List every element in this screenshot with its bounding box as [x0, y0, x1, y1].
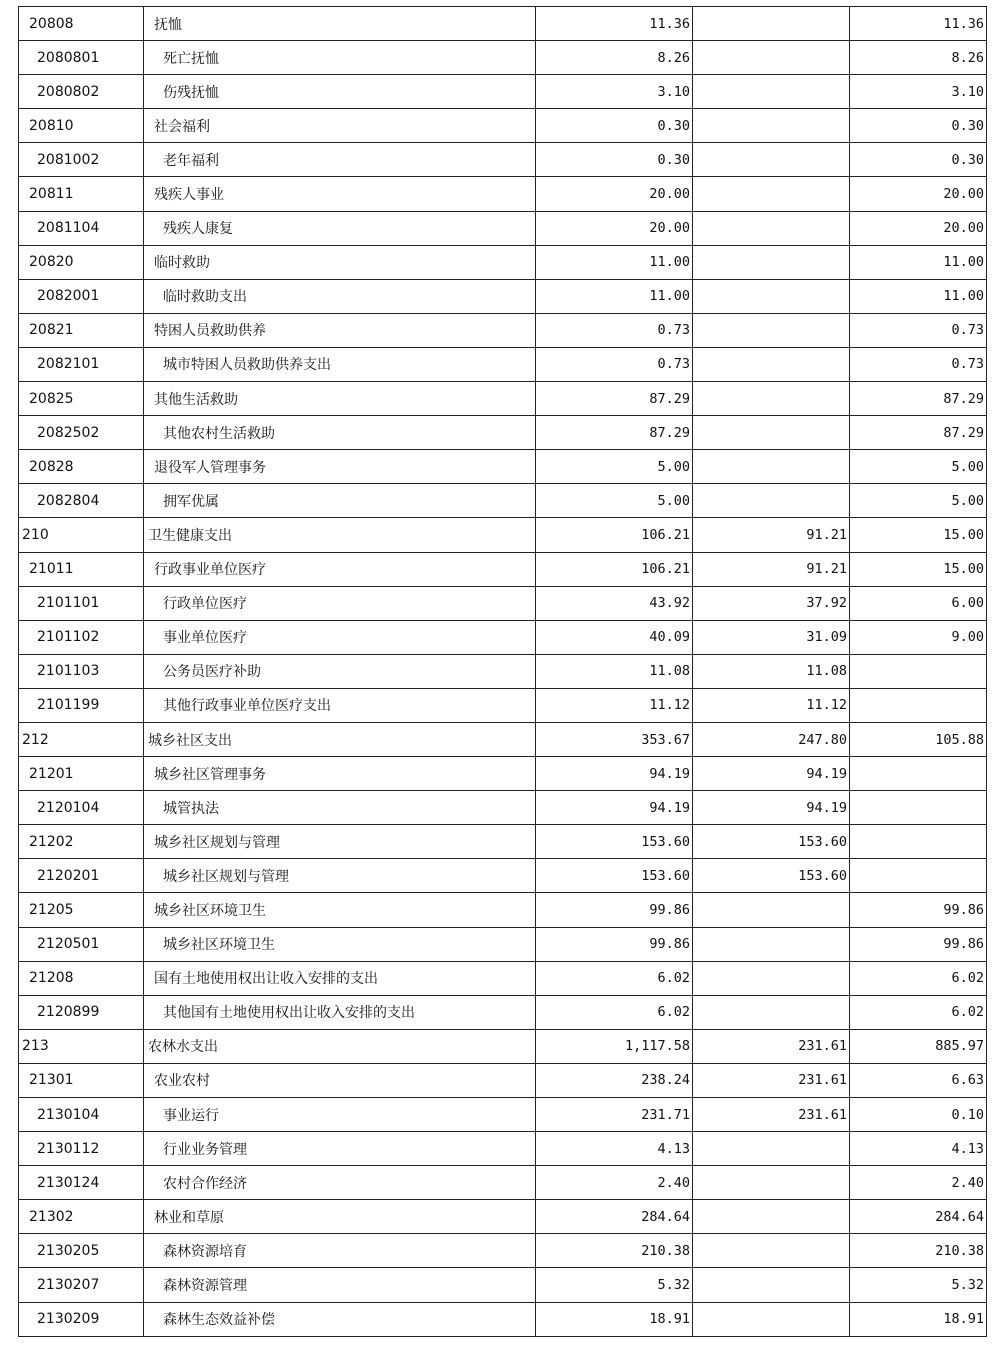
subject-name-cell: 农业农村	[144, 1063, 536, 1097]
basic-expenditure-cell: 231.61	[693, 1098, 850, 1132]
table-row	[19, 177, 987, 211]
table-row	[19, 552, 987, 586]
total-amount-cell: 353.67	[536, 722, 693, 756]
basic-expenditure-cell	[693, 995, 850, 1029]
subject-code-cell: 2101199	[19, 688, 144, 722]
basic-expenditure-cell: 91.21	[693, 518, 850, 552]
total-amount-cell: 94.19	[536, 791, 693, 825]
total-amount-cell: 238.24	[536, 1063, 693, 1097]
basic-expenditure-cell	[693, 382, 850, 416]
table-row	[19, 1302, 987, 1336]
subject-name-cell: 事业单位医疗	[144, 620, 536, 654]
subject-code-cell: 20820	[19, 245, 144, 279]
project-expenditure-cell: 99.86	[850, 927, 987, 961]
subject-code-cell: 2101102	[19, 620, 144, 654]
project-expenditure-cell: 0.73	[850, 347, 987, 381]
basic-expenditure-cell	[693, 245, 850, 279]
basic-expenditure-cell: 153.60	[693, 825, 850, 859]
table-row	[19, 279, 987, 313]
subject-code-cell: 2080802	[19, 75, 144, 109]
subject-name-cell: 残疾人事业	[144, 177, 536, 211]
table-row	[19, 825, 987, 859]
total-amount-cell: 5.00	[536, 484, 693, 518]
basic-expenditure-cell: 11.08	[693, 654, 850, 688]
project-expenditure-cell: 6.00	[850, 586, 987, 620]
subject-name-cell: 城市特困人员救助供养支出	[144, 347, 536, 381]
subject-code-cell: 2080801	[19, 41, 144, 75]
table-row	[19, 757, 987, 791]
subject-code-cell: 212	[19, 722, 144, 756]
project-expenditure-cell: 11.00	[850, 279, 987, 313]
subject-name-cell: 抚恤	[144, 7, 536, 41]
table-row	[19, 313, 987, 347]
subject-name-cell: 临时救助	[144, 245, 536, 279]
project-expenditure-cell	[850, 688, 987, 722]
project-expenditure-cell: 105.88	[850, 722, 987, 756]
total-amount-cell: 4.13	[536, 1132, 693, 1166]
total-amount-cell: 94.19	[536, 757, 693, 791]
table-row	[19, 518, 987, 552]
basic-expenditure-cell	[693, 211, 850, 245]
subject-name-cell: 残疾人康复	[144, 211, 536, 245]
project-expenditure-cell: 87.29	[850, 416, 987, 450]
subject-name-cell: 事业运行	[144, 1098, 536, 1132]
subject-name-cell: 森林资源培育	[144, 1234, 536, 1268]
total-amount-cell: 284.64	[536, 1200, 693, 1234]
subject-code-cell: 2082101	[19, 347, 144, 381]
subject-code-cell: 2130207	[19, 1268, 144, 1302]
project-expenditure-cell: 87.29	[850, 382, 987, 416]
table-row	[19, 961, 987, 995]
table-row	[19, 688, 987, 722]
project-expenditure-cell: 6.63	[850, 1063, 987, 1097]
basic-expenditure-cell	[693, 484, 850, 518]
subject-name-cell: 其他生活救助	[144, 382, 536, 416]
basic-expenditure-cell	[693, 143, 850, 177]
subject-name-cell: 其他行政事业单位医疗支出	[144, 688, 536, 722]
project-expenditure-cell: 5.00	[850, 450, 987, 484]
subject-name-cell: 城乡社区支出	[144, 722, 536, 756]
total-amount-cell: 8.26	[536, 41, 693, 75]
subject-name-cell: 农林水支出	[144, 1029, 536, 1063]
total-amount-cell: 40.09	[536, 620, 693, 654]
total-amount-cell: 6.02	[536, 961, 693, 995]
subject-code-cell: 2120501	[19, 927, 144, 961]
basic-expenditure-cell: 231.61	[693, 1063, 850, 1097]
subject-code-cell: 21202	[19, 825, 144, 859]
basic-expenditure-cell: 153.60	[693, 859, 850, 893]
subject-code-cell: 21201	[19, 757, 144, 791]
subject-name-cell: 城乡社区规划与管理	[144, 825, 536, 859]
subject-code-cell: 20811	[19, 177, 144, 211]
table-row	[19, 382, 987, 416]
total-amount-cell: 87.29	[536, 382, 693, 416]
subject-name-cell: 死亡抚恤	[144, 41, 536, 75]
total-amount-cell: 106.21	[536, 552, 693, 586]
basic-expenditure-cell	[693, 279, 850, 313]
table-row	[19, 7, 987, 41]
total-amount-cell: 18.91	[536, 1302, 693, 1336]
table-row	[19, 245, 987, 279]
project-expenditure-cell: 11.00	[850, 245, 987, 279]
basic-expenditure-cell: 31.09	[693, 620, 850, 654]
subject-code-cell: 2130209	[19, 1302, 144, 1336]
basic-expenditure-cell	[693, 109, 850, 143]
project-expenditure-cell: 9.00	[850, 620, 987, 654]
subject-name-cell: 伤残抚恤	[144, 75, 536, 109]
project-expenditure-cell: 0.10	[850, 1098, 987, 1132]
table-row	[19, 620, 987, 654]
table-row	[19, 416, 987, 450]
total-amount-cell: 0.30	[536, 143, 693, 177]
table-row	[19, 75, 987, 109]
table-row	[19, 109, 987, 143]
project-expenditure-cell: 4.13	[850, 1132, 987, 1166]
total-amount-cell: 0.30	[536, 109, 693, 143]
total-amount-cell: 11.12	[536, 688, 693, 722]
basic-expenditure-cell	[693, 927, 850, 961]
basic-expenditure-cell	[693, 75, 850, 109]
project-expenditure-cell	[850, 791, 987, 825]
project-expenditure-cell	[850, 654, 987, 688]
total-amount-cell: 87.29	[536, 416, 693, 450]
table-row	[19, 41, 987, 75]
project-expenditure-cell: 6.02	[850, 995, 987, 1029]
total-amount-cell: 2.40	[536, 1166, 693, 1200]
subject-code-cell: 2082804	[19, 484, 144, 518]
total-amount-cell: 210.38	[536, 1234, 693, 1268]
basic-expenditure-cell	[693, 313, 850, 347]
subject-code-cell: 21205	[19, 893, 144, 927]
subject-code-cell: 21301	[19, 1063, 144, 1097]
project-expenditure-cell: 15.00	[850, 518, 987, 552]
project-expenditure-cell: 6.02	[850, 961, 987, 995]
total-amount-cell: 43.92	[536, 586, 693, 620]
subject-code-cell: 20808	[19, 7, 144, 41]
project-expenditure-cell: 2.40	[850, 1166, 987, 1200]
total-amount-cell: 11.36	[536, 7, 693, 41]
basic-expenditure-cell: 94.19	[693, 791, 850, 825]
basic-expenditure-cell	[693, 1166, 850, 1200]
table-row	[19, 893, 987, 927]
table-body	[19, 7, 987, 1337]
total-amount-cell: 153.60	[536, 825, 693, 859]
basic-expenditure-cell	[693, 1132, 850, 1166]
subject-code-cell: 2101103	[19, 654, 144, 688]
total-amount-cell: 3.10	[536, 75, 693, 109]
subject-code-cell: 20825	[19, 382, 144, 416]
table-row	[19, 1166, 987, 1200]
subject-name-cell: 公务员医疗补助	[144, 654, 536, 688]
subject-code-cell: 2120201	[19, 859, 144, 893]
subject-code-cell: 20821	[19, 313, 144, 347]
project-expenditure-cell: 5.32	[850, 1268, 987, 1302]
basic-expenditure-cell: 247.80	[693, 722, 850, 756]
table-row	[19, 1063, 987, 1097]
table-row	[19, 143, 987, 177]
subject-name-cell: 城乡社区环境卫生	[144, 927, 536, 961]
table-row	[19, 654, 987, 688]
basic-expenditure-cell	[693, 177, 850, 211]
project-expenditure-cell: 0.30	[850, 143, 987, 177]
project-expenditure-cell: 18.91	[850, 1302, 987, 1336]
subject-name-cell: 城乡社区规划与管理	[144, 859, 536, 893]
total-amount-cell: 5.32	[536, 1268, 693, 1302]
basic-expenditure-cell	[693, 416, 850, 450]
basic-expenditure-cell: 231.61	[693, 1029, 850, 1063]
basic-expenditure-cell: 11.12	[693, 688, 850, 722]
basic-expenditure-cell	[693, 1234, 850, 1268]
basic-expenditure-cell	[693, 1200, 850, 1234]
table-row	[19, 722, 987, 756]
table-row	[19, 1029, 987, 1063]
subject-name-cell: 卫生健康支出	[144, 518, 536, 552]
subject-code-cell: 20828	[19, 450, 144, 484]
subject-name-cell: 特困人员救助供养	[144, 313, 536, 347]
table-row	[19, 927, 987, 961]
subject-code-cell: 210	[19, 518, 144, 552]
basic-expenditure-cell	[693, 1302, 850, 1336]
basic-expenditure-cell	[693, 961, 850, 995]
total-amount-cell: 20.00	[536, 177, 693, 211]
table-row	[19, 1200, 987, 1234]
total-amount-cell: 5.00	[536, 450, 693, 484]
subject-code-cell: 21011	[19, 552, 144, 586]
basic-expenditure-cell	[693, 450, 850, 484]
subject-name-cell: 森林生态效益补偿	[144, 1302, 536, 1336]
table-row	[19, 1268, 987, 1302]
project-expenditure-cell: 5.00	[850, 484, 987, 518]
total-amount-cell: 106.21	[536, 518, 693, 552]
project-expenditure-cell: 20.00	[850, 211, 987, 245]
subject-code-cell: 213	[19, 1029, 144, 1063]
subject-name-cell: 林业和草原	[144, 1200, 536, 1234]
basic-expenditure-cell	[693, 893, 850, 927]
total-amount-cell: 11.08	[536, 654, 693, 688]
basic-expenditure-cell	[693, 41, 850, 75]
table-row	[19, 1234, 987, 1268]
project-expenditure-cell: 20.00	[850, 177, 987, 211]
subject-code-cell: 2082001	[19, 279, 144, 313]
project-expenditure-cell: 8.26	[850, 41, 987, 75]
subject-name-cell: 老年福利	[144, 143, 536, 177]
subject-name-cell: 拥军优属	[144, 484, 536, 518]
subject-name-cell: 其他农村生活救助	[144, 416, 536, 450]
project-expenditure-cell	[850, 825, 987, 859]
subject-code-cell: 2120899	[19, 995, 144, 1029]
subject-name-cell: 行政事业单位医疗	[144, 552, 536, 586]
total-amount-cell: 6.02	[536, 995, 693, 1029]
total-amount-cell: 1,117.58	[536, 1029, 693, 1063]
project-expenditure-cell: 0.73	[850, 313, 987, 347]
subject-name-cell: 城乡社区管理事务	[144, 757, 536, 791]
subject-code-cell: 2130205	[19, 1234, 144, 1268]
total-amount-cell: 0.73	[536, 313, 693, 347]
basic-expenditure-cell	[693, 1268, 850, 1302]
subject-code-cell: 2120104	[19, 791, 144, 825]
project-expenditure-cell: 3.10	[850, 75, 987, 109]
table-row	[19, 1132, 987, 1166]
total-amount-cell: 11.00	[536, 245, 693, 279]
project-expenditure-cell: 99.86	[850, 893, 987, 927]
project-expenditure-cell: 15.00	[850, 552, 987, 586]
subject-code-cell: 21302	[19, 1200, 144, 1234]
subject-code-cell: 2130112	[19, 1132, 144, 1166]
subject-name-cell: 城管执法	[144, 791, 536, 825]
total-amount-cell: 231.71	[536, 1098, 693, 1132]
subject-name-cell: 城乡社区环境卫生	[144, 893, 536, 927]
basic-expenditure-cell	[693, 347, 850, 381]
table-row	[19, 1098, 987, 1132]
project-expenditure-cell	[850, 757, 987, 791]
subject-code-cell: 2081002	[19, 143, 144, 177]
basic-expenditure-cell: 37.92	[693, 586, 850, 620]
total-amount-cell: 99.86	[536, 927, 693, 961]
subject-code-cell: 2101101	[19, 586, 144, 620]
table-row	[19, 211, 987, 245]
table-row	[19, 586, 987, 620]
table-row	[19, 791, 987, 825]
total-amount-cell: 0.73	[536, 347, 693, 381]
total-amount-cell: 11.00	[536, 279, 693, 313]
subject-code-cell: 20810	[19, 109, 144, 143]
subject-name-cell: 其他国有土地使用权出让收入安排的支出	[144, 995, 536, 1029]
basic-expenditure-cell: 94.19	[693, 757, 850, 791]
project-expenditure-cell: 885.97	[850, 1029, 987, 1063]
subject-name-cell: 国有土地使用权出让收入安排的支出	[144, 961, 536, 995]
total-amount-cell: 153.60	[536, 859, 693, 893]
subject-name-cell: 临时救助支出	[144, 279, 536, 313]
budget-expenditure-table	[18, 6, 987, 1337]
subject-name-cell: 森林资源管理	[144, 1268, 536, 1302]
project-expenditure-cell: 284.64	[850, 1200, 987, 1234]
total-amount-cell: 99.86	[536, 893, 693, 927]
subject-code-cell: 2130124	[19, 1166, 144, 1200]
table-row	[19, 859, 987, 893]
subject-name-cell: 退役军人管理事务	[144, 450, 536, 484]
table-row	[19, 484, 987, 518]
project-expenditure-cell	[850, 859, 987, 893]
table-row	[19, 450, 987, 484]
table-row	[19, 347, 987, 381]
subject-code-cell: 21208	[19, 961, 144, 995]
project-expenditure-cell: 0.30	[850, 109, 987, 143]
subject-code-cell: 2082502	[19, 416, 144, 450]
subject-name-cell: 行政单位医疗	[144, 586, 536, 620]
basic-expenditure-cell: 91.21	[693, 552, 850, 586]
project-expenditure-cell: 210.38	[850, 1234, 987, 1268]
basic-expenditure-cell	[693, 7, 850, 41]
subject-code-cell: 2081104	[19, 211, 144, 245]
subject-name-cell: 社会福利	[144, 109, 536, 143]
subject-name-cell: 行业业务管理	[144, 1132, 536, 1166]
subject-code-cell: 2130104	[19, 1098, 144, 1132]
table-row	[19, 995, 987, 1029]
subject-name-cell: 农村合作经济	[144, 1166, 536, 1200]
project-expenditure-cell: 11.36	[850, 7, 987, 41]
total-amount-cell: 20.00	[536, 211, 693, 245]
